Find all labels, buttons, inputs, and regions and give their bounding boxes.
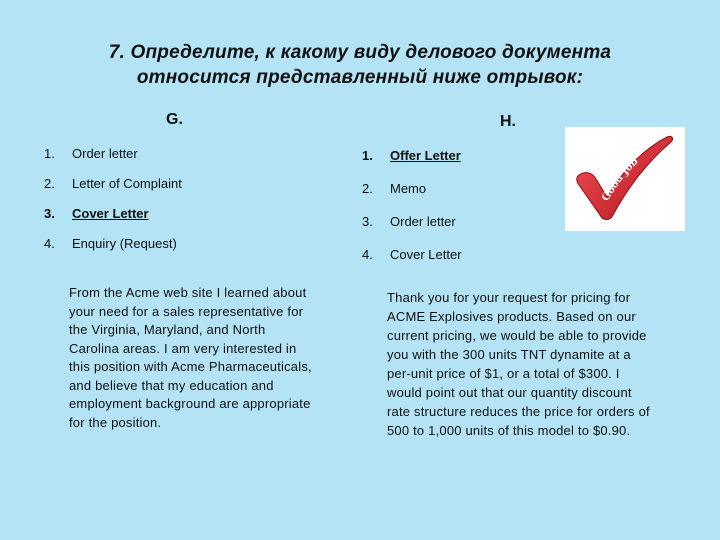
- option-h-2: [362, 181, 462, 214]
- option-label: Enquiry (Request): [72, 236, 177, 251]
- option-h-1-correct: [362, 148, 462, 181]
- option-number: 1.: [362, 148, 373, 163]
- good-job-checkmark-icon: [565, 127, 685, 231]
- option-label: Offer Letter: [390, 148, 461, 163]
- column-h-options: [362, 148, 462, 280]
- option-number: 2.: [44, 176, 55, 191]
- option-g-3-correct: [44, 206, 182, 236]
- column-g-heading: G.: [166, 111, 183, 128]
- good-job-badge: [565, 127, 685, 231]
- option-number: 4.: [44, 236, 55, 251]
- excerpt-h: Thank you for your request for pricing for ACME Explosives products. Based on our current pricing, we would be able to provide you with the 300 units TNT dynamite at a per-unit price of $1, or a total of $300. I would point out that our quantity discount rate structure reduces the price for orders of 500 to 1,000 units of this model to $0.90.: [387, 290, 650, 438]
- option-number: 1.: [44, 146, 55, 161]
- option-h-4: [362, 247, 462, 280]
- column-g-options: [44, 146, 182, 266]
- option-number: 4.: [362, 247, 373, 262]
- option-label: Order letter: [390, 214, 456, 229]
- option-number: 3.: [362, 214, 373, 229]
- option-label: Cover Letter: [390, 247, 462, 262]
- option-number: 2.: [362, 181, 373, 196]
- option-label: Order letter: [72, 146, 138, 161]
- title-line-2: относится представленный ниже отрывок:: [136, 67, 584, 88]
- option-label: Letter of Complaint: [72, 176, 182, 191]
- option-h-3: [362, 214, 462, 247]
- slide-title: [0, 40, 720, 90]
- option-label: Memo: [390, 181, 427, 196]
- option-number: 3.: [44, 206, 55, 221]
- column-h-heading: H.: [500, 113, 516, 130]
- option-g-2: [44, 176, 182, 206]
- option-g-1: [44, 146, 182, 176]
- badge-text: Good Job: [600, 156, 641, 204]
- option-label: Cover Letter: [72, 206, 149, 221]
- option-g-4: [44, 236, 182, 266]
- title-line-1: 7. Определите, к какому виду делового документа: [108, 42, 612, 63]
- excerpt-g: From the Acme web site I learned about your need for a sales representative for the Virginia, Maryland, and North Carolina areas. I am very interested in this position with Acme Pharmaceuticals, and believe that my education and employment background are appropriate for the position.: [69, 285, 312, 430]
